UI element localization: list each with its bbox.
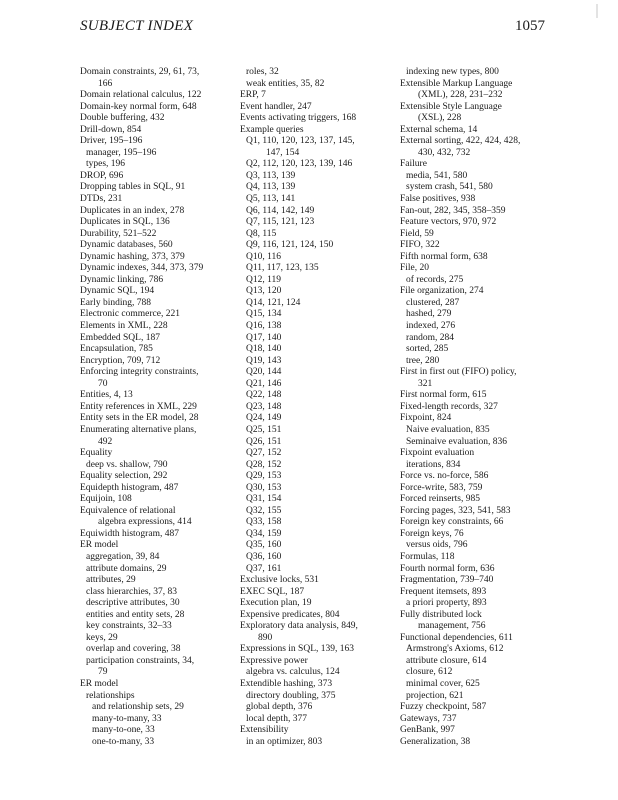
index-entry: Domain-key normal form, 648 — [80, 101, 197, 112]
index-subentry: keys, 29 — [86, 632, 118, 643]
index-subentry: Q15, 134 — [246, 309, 282, 320]
index-entry-continuation: algebra expressions, 414 — [98, 517, 192, 528]
index-subentry: many-to-one, 33 — [92, 725, 155, 736]
index-subentry: types, 196 — [86, 159, 126, 170]
index-entry: Functional dependencies, 611 — [400, 632, 513, 643]
index-entry-continuation: 492 — [98, 436, 113, 447]
index-entry: External sorting, 422, 424, 428, — [400, 136, 521, 147]
index-subentry: Q36, 160 — [246, 551, 282, 562]
index-entry: Driver, 195–196 — [80, 136, 143, 147]
index-subentry: Seminaive evaluation, 836 — [406, 436, 508, 447]
index-subentry: aggregation, 39, 84 — [86, 551, 160, 562]
index-entry: Extensible Markup Language — [400, 78, 513, 89]
index-entry: Foreign key constraints, 66 — [400, 517, 504, 528]
index-subentry: Naive evaluation, 835 — [406, 424, 490, 435]
index-subentry: Q10, 116 — [246, 251, 282, 262]
index-subentry: versus oids, 796 — [406, 540, 468, 551]
index-entry: Expressive power — [240, 655, 308, 666]
index-subentry: clustered, 287 — [406, 297, 460, 308]
index-subentry: local depth, 377 — [246, 713, 307, 724]
index-entry: Elements in XML, 228 — [80, 321, 168, 332]
index-entry: Generalization, 38 — [400, 736, 471, 747]
index-subentry: class hierarchies, 37, 83 — [86, 586, 178, 597]
index-subentry: Q27, 152 — [246, 448, 282, 459]
index-entry-continuation: 430, 432, 732 — [418, 147, 471, 158]
index-subentry: Q1, 110, 120, 123, 137, 145, — [246, 136, 355, 147]
index-entry: Execution plan, 19 — [240, 598, 312, 609]
index-entry: Equivalence of relational — [80, 505, 176, 516]
index-entry: Drill-down, 854 — [80, 124, 142, 135]
index-entry: Encapsulation, 785 — [80, 344, 153, 355]
index-subentry: Q11, 117, 123, 135 — [246, 263, 319, 274]
index-entry: Forced reinserts, 985 — [400, 494, 480, 505]
index-entry: Enforcing integrity constraints, — [80, 367, 199, 378]
index-subentry: in an optimizer, 803 — [246, 736, 323, 747]
index-subentry: hashed, 279 — [406, 309, 452, 320]
index-entry: Domain constraints, 29, 61, 73, — [80, 67, 200, 77]
index-entry: Equiwidth histogram, 487 — [80, 528, 179, 539]
index-entry: Exploratory data analysis, 849, — [240, 621, 358, 632]
index-subentry: indexed, 276 — [406, 321, 456, 332]
index-entry: Fragmentation, 739–740 — [400, 575, 494, 586]
index-subentry: Q3, 113, 139 — [246, 170, 296, 181]
index-entry: Fixpoint, 824 — [400, 413, 452, 424]
index-subentry: Q35, 160 — [246, 540, 282, 551]
index-subentry: Q8, 115 — [246, 228, 277, 239]
index-subentry: Q22, 148 — [246, 390, 282, 401]
index-subentry: closure, 612 — [406, 667, 453, 678]
index-entry: Expressions in SQL, 139, 163 — [240, 644, 354, 655]
index-entry: Fuzzy checkpoint, 587 — [400, 702, 487, 713]
index-subentry: Q33, 158 — [246, 517, 282, 528]
index-entry: Entities, 4, 13 — [80, 390, 133, 401]
index-entry: Embedded SQL, 187 — [80, 332, 160, 343]
index-entry: Double buffering, 432 — [80, 113, 165, 124]
index-entry: Events activating triggers, 168 — [240, 113, 357, 124]
index-subentry: of records, 275 — [406, 274, 464, 285]
index-entry: GenBank, 997 — [400, 725, 455, 736]
index-entry: Expensive predicates, 804 — [240, 609, 340, 620]
index-subentry: Q32, 155 — [246, 505, 282, 516]
index-entry: Dropping tables in SQL, 91 — [80, 182, 186, 193]
index-subentry: many-to-many, 33 — [92, 713, 162, 724]
index-entry: Extendible hashing, 373 — [240, 678, 333, 689]
index-entry: Exclusive locks, 531 — [240, 575, 319, 586]
index-entry: Dynamic indexes, 344, 373, 379 — [80, 263, 204, 274]
index-entry: Frequent itemsets, 893 — [400, 586, 487, 597]
index-subentry: Q12, 119 — [246, 274, 282, 285]
index-subentry: attribute domains, 29 — [86, 563, 167, 574]
index-subentry: Q23, 148 — [246, 401, 282, 412]
index-entry: Extensibility — [240, 725, 289, 736]
index-entry: Entity references in XML, 229 — [80, 401, 197, 412]
index-entry-continuation: 70 — [98, 378, 108, 389]
index-entry: Foreign keys, 76 — [400, 528, 464, 539]
index-entry: Entity sets in the ER model, 28 — [80, 413, 199, 424]
index-subentry: Q20, 144 — [246, 367, 282, 378]
index-subentry: Q31, 154 — [246, 494, 282, 505]
index-entry: Fifth normal form, 638 — [400, 251, 488, 262]
index-entry-continuation: (XML), 228, 231–232 — [418, 90, 503, 101]
index-subentry: minimal cover, 625 — [406, 678, 480, 689]
index-subentry: Q7, 115, 121, 123 — [246, 217, 315, 228]
index-subentry: attribute closure, 614 — [406, 655, 487, 666]
index-entry: First normal form, 615 — [400, 390, 487, 401]
index-column-2 — [240, 67, 400, 748]
index-subentry: Q29, 153 — [246, 471, 282, 482]
index-entry-continuation: 166 — [98, 78, 113, 89]
index-subentry: Armstrong's Axioms, 612 — [406, 644, 504, 655]
index-entry: First in first out (FIFO) policy, — [400, 367, 517, 378]
index-subentry: overlap and covering, 38 — [86, 644, 181, 655]
index-entry: EXEC SQL, 187 — [240, 586, 305, 597]
index-subentry: Q16, 138 — [246, 321, 282, 332]
index-subentry: manager, 195–196 — [86, 147, 157, 158]
index-subentry: participation constraints, 34, — [86, 655, 195, 666]
index-entry: Field, 59 — [400, 228, 434, 239]
index-subentry: Q18, 140 — [246, 344, 282, 355]
index-entry-continuation: 890 — [258, 632, 273, 643]
index-entry: Example queries — [240, 124, 304, 135]
index-subentry: Q26, 151 — [246, 436, 282, 447]
index-subentry: random, 284 — [406, 332, 455, 343]
index-entry: Failure — [400, 159, 427, 170]
index-column-1 — [80, 67, 250, 748]
index-entry: Equality — [80, 448, 113, 459]
index-subentry: system crash, 541, 580 — [406, 182, 493, 193]
index-subentry: indexing new types, 800 — [406, 67, 499, 77]
index-subentry: media, 541, 580 — [406, 170, 468, 181]
index-entry: Fixpoint evaluation — [400, 448, 475, 459]
index-entry: DTDs, 231 — [80, 194, 123, 205]
index-entry: ER model — [80, 678, 119, 689]
index-subentry: Q4, 113, 139 — [246, 182, 296, 193]
index-subentry: Q21, 146 — [246, 378, 282, 389]
index-entry: External schema, 14 — [400, 124, 478, 135]
index-entry-continuation: 147, 154 — [266, 147, 300, 158]
index-entry: Dynamic hashing, 373, 379 — [80, 251, 185, 262]
index-entry: Fourth normal form, 636 — [400, 563, 495, 574]
index-entry: ERP, 7 — [240, 90, 266, 101]
index-entry: Dynamic databases, 560 — [80, 240, 173, 251]
index-subentry: algebra vs. calculus, 124 — [246, 667, 340, 678]
index-entry: Force-write, 583, 759 — [400, 482, 483, 493]
index-entry: Force vs. no-force, 586 — [400, 471, 489, 482]
index-subentry: tree, 280 — [406, 355, 440, 366]
index-entry: Durability, 521–522 — [80, 228, 157, 239]
index-subentry: Q24, 149 — [246, 413, 282, 424]
index-subentry: Q28, 152 — [246, 459, 282, 470]
index-subentry: key constraints, 32–33 — [86, 621, 172, 632]
index-subentry: relationships — [86, 690, 135, 701]
scan-artifact — [596, 4, 598, 18]
index-entry: Duplicates in an index, 278 — [80, 205, 185, 216]
index-subentry: descriptive attributes, 30 — [86, 598, 180, 609]
index-entry: Electronic commerce, 221 — [80, 309, 180, 320]
index-subentry: Q13, 120 — [246, 286, 282, 297]
index-entry: Fixed-length records, 327 — [400, 401, 498, 412]
index-entry: Dynamic SQL, 194 — [80, 286, 155, 297]
index-subentry: and relationship sets, 29 — [92, 702, 184, 713]
index-entry: Forcing pages, 323, 541, 583 — [400, 505, 511, 516]
index-subentry: deep vs. shallow, 790 — [86, 459, 168, 470]
index-entry: Early binding, 788 — [80, 297, 151, 308]
index-subentry: Q6, 114, 142, 149 — [246, 205, 315, 216]
index-entry-continuation: (XSL), 228 — [418, 113, 462, 124]
index-subentry: Q2, 112, 120, 123, 139, 146 — [246, 159, 353, 170]
running-header-title: SUBJECT INDEX — [80, 18, 194, 34]
index-subentry: global depth, 376 — [246, 702, 313, 713]
index-entry: Fully distributed lock — [400, 609, 482, 620]
index-entry: Feature vectors, 970, 972 — [400, 217, 497, 228]
index-entry: Fan-out, 282, 345, 358–359 — [400, 205, 506, 216]
index-entry: Enumerating alternative plans, — [80, 424, 197, 435]
index-subentry: directory doubling, 375 — [246, 690, 336, 701]
index-subentry: attributes, 29 — [86, 575, 136, 586]
index-entry: FIFO, 322 — [400, 240, 440, 251]
index-entry: File organization, 274 — [400, 286, 484, 297]
page-number: 1057 — [515, 18, 545, 34]
index-entry: File, 20 — [400, 263, 430, 274]
index-subentry: Q25, 151 — [246, 424, 282, 435]
index-subentry: Q30, 153 — [246, 482, 282, 493]
index-subentry: projection, 621 — [406, 690, 464, 701]
index-subentry: Q37, 161 — [246, 563, 282, 574]
index-subentry: one-to-many, 33 — [92, 736, 155, 747]
index-entry: Equidepth histogram, 487 — [80, 482, 179, 493]
index-entry: Equijoin, 108 — [80, 494, 132, 505]
index-entry: False positives, 938 — [400, 194, 476, 205]
index-entry: DROP, 696 — [80, 170, 124, 181]
index-subentry: Q9, 116, 121, 124, 150 — [246, 240, 334, 251]
index-entry: Gateways, 737 — [400, 713, 457, 724]
index-subentry: entities and entity sets, 28 — [86, 609, 185, 620]
index-subentry: Q14, 121, 124 — [246, 297, 301, 308]
index-subentry: sorted, 285 — [406, 344, 449, 355]
index-subentry: Q5, 113, 141 — [246, 194, 296, 205]
index-entry-continuation: 321 — [418, 378, 433, 389]
index-entry: Formulas, 118 — [400, 551, 455, 562]
index-subentry: weak entities, 35, 82 — [246, 78, 325, 89]
index-entry: Extensible Style Language — [400, 101, 502, 112]
index-entry-continuation: 79 — [98, 667, 108, 678]
index-subentry: a priori property, 893 — [406, 598, 487, 609]
index-entry: Dynamic linking, 786 — [80, 274, 164, 285]
index-entry-continuation: management, 756 — [418, 621, 486, 632]
index-entry: ER model — [80, 540, 119, 551]
index-entry: Duplicates in SQL, 136 — [80, 217, 170, 228]
index-column-3 — [400, 67, 578, 748]
index-entry: Event handler, 247 — [240, 101, 312, 112]
index-subentry: Q34, 159 — [246, 528, 282, 539]
index-entry: Equality selection, 292 — [80, 471, 168, 482]
index-entry: Domain relational calculus, 122 — [80, 90, 202, 101]
index-subentry: Q17, 140 — [246, 332, 282, 343]
index-subentry: iterations, 834 — [406, 459, 461, 470]
index-subentry: Q19, 143 — [246, 355, 282, 366]
index-subentry: roles, 32 — [246, 67, 279, 77]
index-entry: Encryption, 709, 712 — [80, 355, 161, 366]
